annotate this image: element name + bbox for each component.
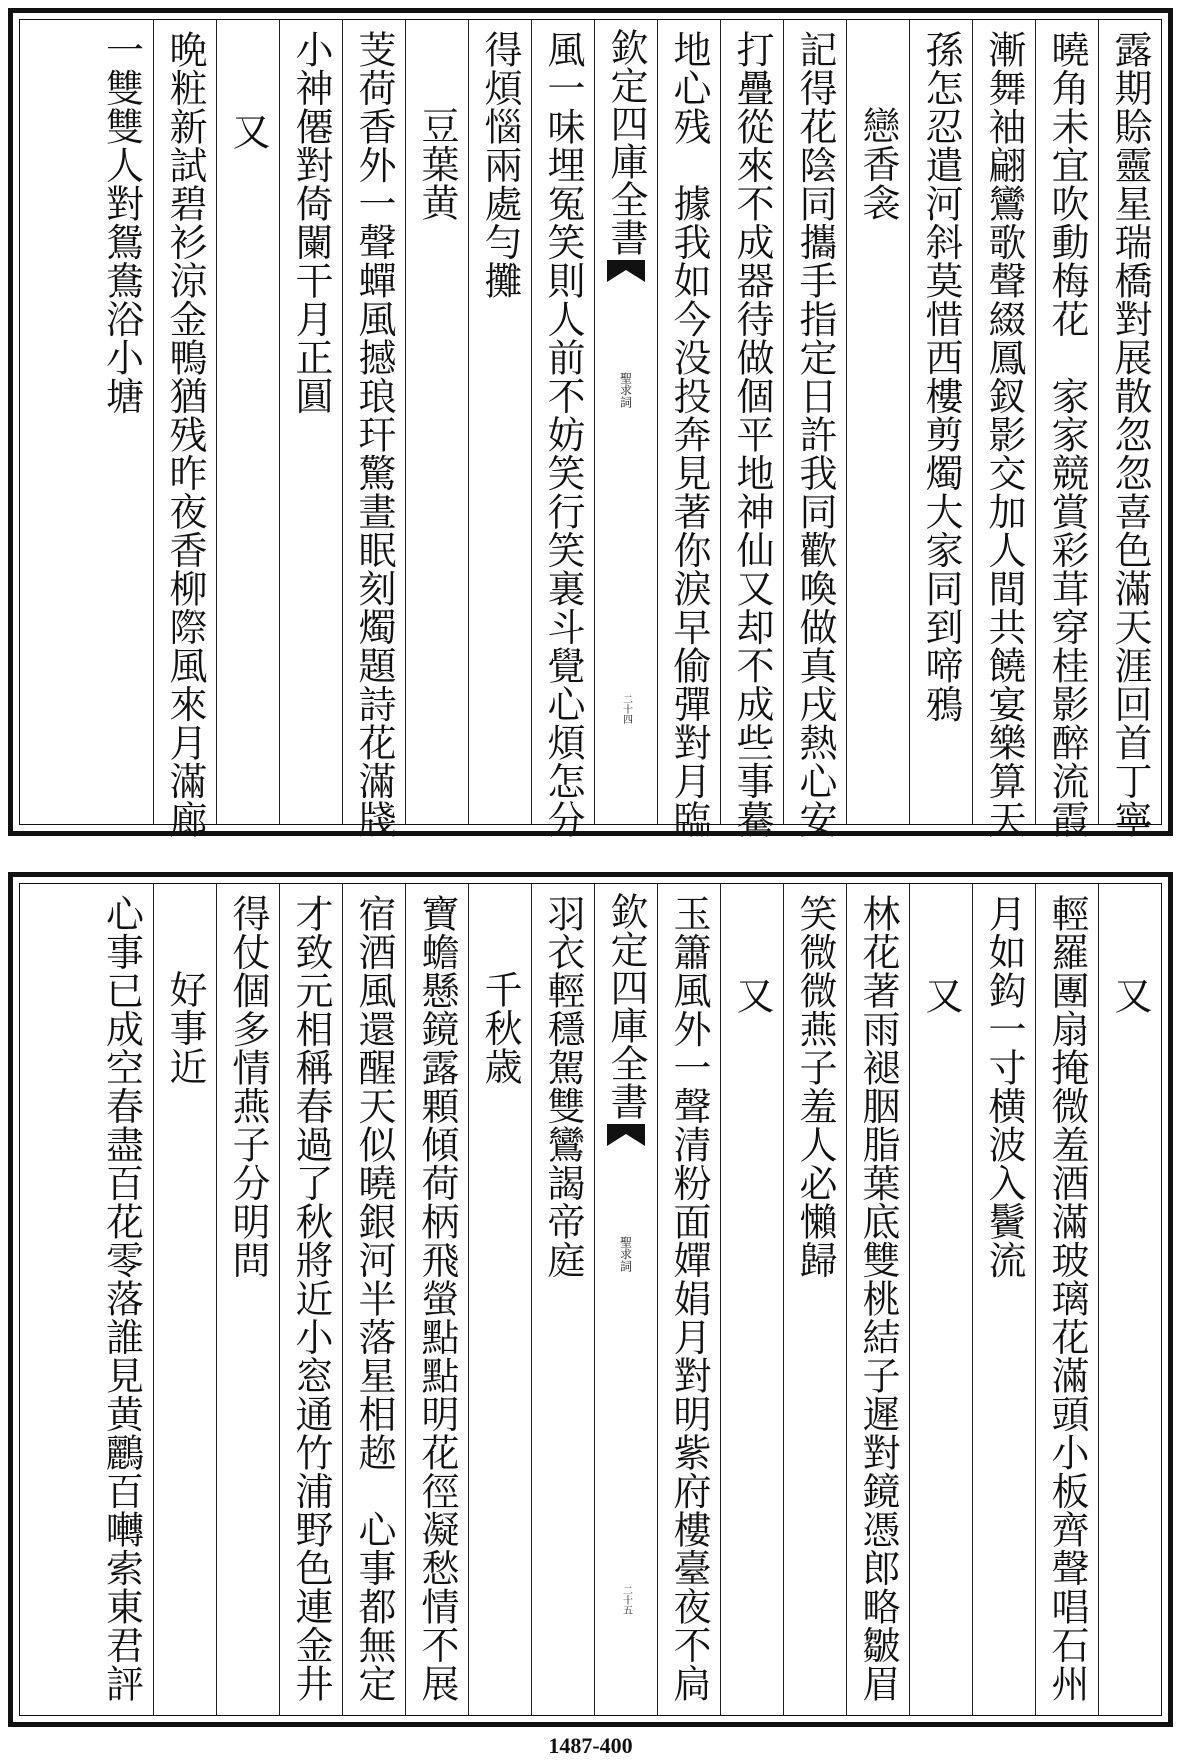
column-text: 才致元相稱春過了秋將近小窓通竹浦野色連金井 — [289, 894, 333, 1703]
poem-title: 又 — [1108, 976, 1152, 1015]
column-text: 打疊從來不成器待做個平地神仙又却不成些事驀 — [730, 30, 774, 839]
text-column — [846, 884, 909, 1715]
column-text: 林花著雨褪胭脂葉底雙桃結子遲對鏡憑郎略皺眉 — [856, 894, 900, 1703]
text-column — [279, 884, 342, 1715]
text-column — [972, 20, 1035, 839]
column-text: 輕羅團扇掩微羞酒滿玻璃花滿頭小板齊聲唱石州 — [1045, 894, 1089, 1703]
text-column — [846, 20, 909, 824]
text-column — [1035, 20, 1098, 839]
text-column — [90, 20, 153, 824]
column-text: 地心残 據我如今没投奔見著你淚早偷彈對月臨 — [667, 30, 711, 839]
column-text: 得仗個多情燕子分明問 — [226, 894, 270, 1279]
center-fold-column — [594, 20, 657, 824]
column-text: 玉簫風外一聲清粉面嬋娟月對明紫府樓臺夜不扃 — [667, 894, 711, 1703]
column-text: 晩粧新試碧衫涼金鴨猶残昨夜香柳際風來月滿廊 — [163, 30, 207, 839]
column-text: 記得花陰同攜手指定日許我同歡喚做真戌熱心安 — [793, 30, 837, 839]
top-page — [8, 8, 1173, 839]
text-column — [468, 20, 531, 824]
fish-tail-mark-icon — [607, 260, 645, 282]
text-column — [909, 884, 972, 1715]
text-column — [531, 20, 594, 839]
column-text: 芰荷香外一聲蟬風撼琅玕驚晝眠刻燭題詩花滿牋 — [352, 30, 396, 839]
text-column — [1098, 20, 1161, 839]
text-column — [720, 884, 783, 1715]
text-column — [216, 20, 279, 824]
poem-title: 千秋歳 — [478, 970, 522, 1086]
column-text: 笑微微燕子羞人必懶歸 — [793, 894, 837, 1279]
poem-title: 又 — [919, 976, 963, 1015]
column-text: 寶蟾懸鏡露顆傾荷柄飛螢點點明花徑凝愁情不展 — [415, 894, 459, 1703]
text-column — [90, 884, 153, 1715]
poem-title: 又 — [730, 976, 774, 1015]
text-column — [468, 884, 531, 1715]
text-column — [972, 884, 1035, 1715]
text-column — [1035, 884, 1098, 1715]
column-text: 心事已成空春盡百花零落誰見黄鸝百囀索東君評 — [99, 894, 144, 1703]
top-page-frame — [19, 19, 1162, 839]
column-text: 宿酒風還醒天似曉銀河半落星相趂 心事都無定 — [352, 894, 396, 1703]
book-title: 欽定四庫全書 — [604, 892, 648, 1120]
text-column — [657, 20, 720, 839]
column-text: 一雙雙人對鴛鴦浴小塘 — [99, 30, 144, 415]
text-column — [1098, 884, 1161, 1715]
column-text: 孫怎忍遣河斜莫惜西樓剪燭大家同到啼鴉 — [919, 30, 963, 723]
poem-title: 豆葉黄 — [415, 106, 459, 222]
text-column — [216, 884, 279, 1715]
column-text: 漸舞袖翩鸞歌聲綴鳳釵影交加人間共饒宴樂算天 — [982, 30, 1026, 839]
column-text: 月如鈎一寸横波入鬢流 — [982, 894, 1026, 1279]
top-page-columns — [20, 20, 1161, 839]
text-column — [153, 20, 216, 839]
text-column — [342, 20, 405, 839]
page-reference: 1487-400 — [548, 1733, 633, 1758]
column-text: 露期賒靈星瑞橋對展散忽忽喜色滿天涯回首丁寧 — [1108, 30, 1152, 839]
column-text: 得煩惱兩處勻攤 — [478, 30, 522, 300]
center-fold-column — [594, 884, 657, 1715]
text-column — [720, 20, 783, 839]
column-text: 風一味埋冤笑則人前不妨笑行笑裏斗覺心煩怎分 — [541, 30, 585, 839]
text-column — [783, 20, 846, 839]
bottom-page — [8, 872, 1173, 1727]
column-text: 曉角未宜吹動梅花 家家競賞彩茸穿桂影醉流霞 — [1045, 30, 1089, 839]
text-column — [909, 20, 972, 824]
text-column — [657, 884, 720, 1715]
work-title: 聖求詞 — [618, 1236, 633, 1272]
bottom-page-frame — [19, 883, 1162, 1716]
text-column — [783, 884, 846, 1715]
work-title: 聖求詞 — [618, 372, 633, 408]
fish-tail-mark-icon — [607, 1124, 645, 1146]
text-column — [279, 20, 342, 824]
poem-title: 戀香衾 — [856, 106, 900, 222]
poem-title: 好事近 — [163, 970, 207, 1086]
text-column — [342, 884, 405, 1715]
bottom-page-columns — [20, 884, 1161, 1715]
book-title: 欽定四庫全書 — [604, 28, 648, 256]
page-number: 二十四 — [620, 694, 632, 724]
text-column — [405, 884, 468, 1715]
text-column — [405, 20, 468, 824]
poem-title: 又 — [226, 112, 270, 151]
page-number: 二十五 — [620, 1585, 632, 1615]
text-column — [531, 884, 594, 1715]
text-column — [153, 884, 216, 1715]
column-text: 羽衣輕穩駕雙鸞謁帝庭 — [541, 894, 585, 1279]
column-text: 小神僊對倚闌干月正圓 — [289, 30, 333, 415]
